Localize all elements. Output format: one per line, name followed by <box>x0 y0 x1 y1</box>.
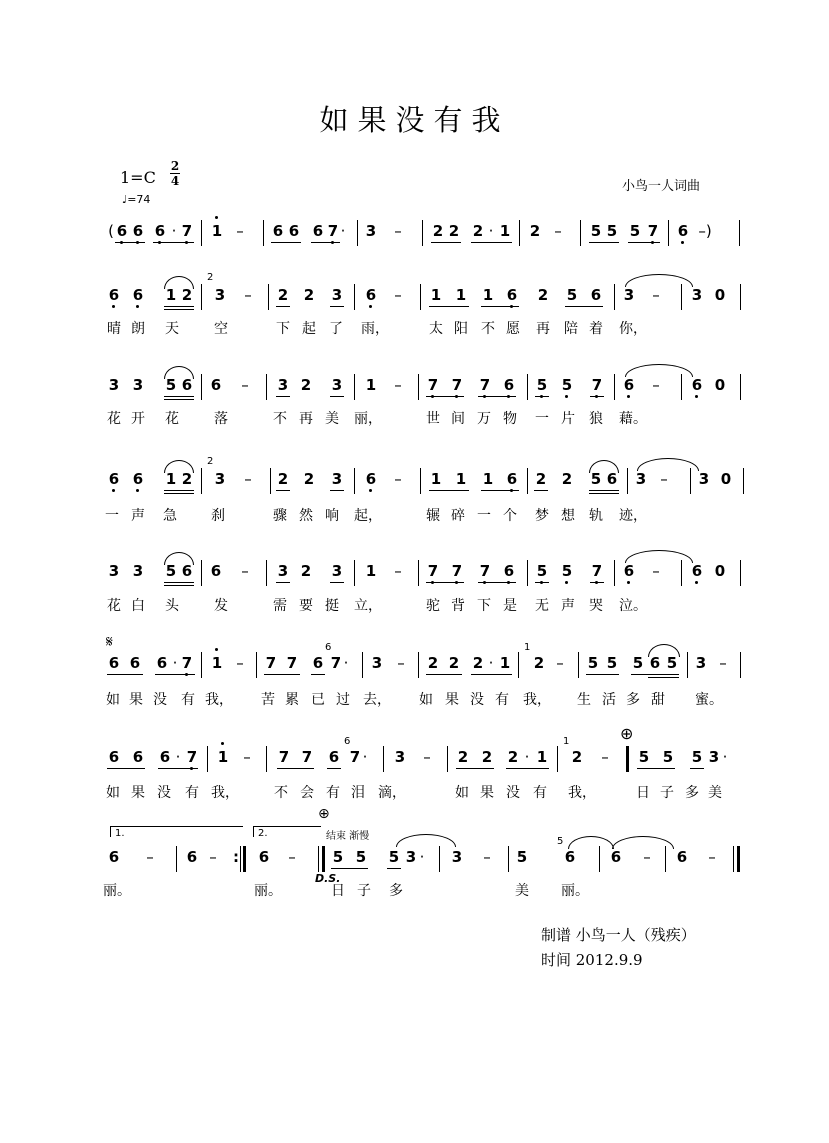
note: 6 <box>503 562 515 580</box>
lyric-char: 轨 <box>589 508 603 524</box>
lyric-char: 声 <box>131 508 145 524</box>
note: 3 <box>331 286 343 304</box>
staff-line-6: 6 6 6 · 7 1 – 7 7 6 6 7 · 3 – 2 2 2 · 1 1 2 – 5 5 5 3 · <box>0 748 829 788</box>
note: 6 <box>210 562 222 580</box>
note: 3 <box>635 470 647 488</box>
note: 6 <box>590 286 602 304</box>
note: 7 <box>327 222 339 240</box>
note: 1 <box>165 470 177 488</box>
lyric-char: 花 <box>107 598 121 614</box>
note: 3 <box>695 654 707 672</box>
date-credit: 时间 2012.9.9 <box>541 951 643 969</box>
note: 3 <box>108 376 120 394</box>
lyric-char: 多 <box>626 692 640 708</box>
lyric-char: 多 <box>685 785 699 801</box>
note: 3 <box>394 748 406 766</box>
lyric-char: 刹 <box>211 508 225 524</box>
note: 2 <box>300 562 312 580</box>
note: 6 <box>156 654 168 672</box>
lyric-char: 过 <box>336 692 350 708</box>
note: 2 <box>448 654 460 672</box>
note: 1 <box>217 748 229 766</box>
lyric-char: 子 <box>660 785 674 801</box>
note: 7 <box>427 562 439 580</box>
note: 1 <box>499 654 511 672</box>
staff-line-intro: ( 6 6 6 · 7 1 – 6 6 6 7 · 3 – 2 2 2 · 1 2 – 5 5 5 7 6 –) <box>0 222 829 262</box>
lyrics-line-6 <box>0 782 829 804</box>
ds-mark: D.S. <box>315 872 341 885</box>
lyric-char: 是 <box>503 598 517 614</box>
lyric-char: 一 <box>535 411 549 427</box>
time-signature <box>170 160 180 187</box>
note: 1 <box>499 222 511 240</box>
staff-line-2: 3 3 5 6 6 – 3 2 3 1 – 7 7 7 6 5 5 7 6 – 6 0 <box>0 376 829 416</box>
lyric-char: 狼 <box>589 411 603 427</box>
note: 1 <box>536 748 548 766</box>
staff-line-4: 3 3 5 6 6 – 3 2 3 1 – 7 7 7 6 5 5 7 6 – 6 0 <box>0 562 829 602</box>
lyric-char: 累 <box>285 692 299 708</box>
lyric-char: 活 <box>602 692 616 708</box>
note: 3 <box>132 376 144 394</box>
lyric-char: 陪 <box>564 321 578 337</box>
lyric-char: 空 <box>214 321 228 337</box>
note: 2 <box>181 470 193 488</box>
note: 3 <box>708 748 720 766</box>
note: 3 <box>108 562 120 580</box>
staff-line-3: 6 6 1 2 2 3 – 2 2 3 6 – 1 1 1 6 2 2 5 6 3 – 3 0 <box>0 470 829 510</box>
lyric-char: 如 <box>106 692 120 708</box>
note: 5 <box>332 848 344 866</box>
lyric-char: 不 <box>481 321 495 337</box>
meter-bottom: 4 <box>170 174 180 188</box>
lyric-char: 日 <box>636 785 650 801</box>
lyrics-line-1 <box>0 318 829 340</box>
note: 5 <box>165 562 177 580</box>
note: 1 <box>455 470 467 488</box>
note: 5 <box>638 748 650 766</box>
lyric-char: 物 <box>503 411 517 427</box>
lyric-char: 丽。 <box>561 883 589 899</box>
arranger-credit: 制谱 小鸟一人（残疾） <box>541 926 696 944</box>
lyric-char: 不 <box>273 411 287 427</box>
lyric-char: 着 <box>589 321 603 337</box>
note: 2 <box>303 470 315 488</box>
note: 6 <box>258 848 270 866</box>
lyric-char: 丽。 <box>254 883 282 899</box>
note: 6 <box>108 654 120 672</box>
lyric-char: 有 <box>533 785 547 801</box>
lyric-char: 果 <box>131 785 145 801</box>
note: 5 <box>691 748 703 766</box>
lyric-char: 起 <box>302 321 316 337</box>
note: 5 <box>666 654 678 672</box>
lyric-char: 头 <box>165 598 179 614</box>
note: 7 <box>647 222 659 240</box>
lyric-char: 有 <box>495 692 509 708</box>
note: 6 <box>181 562 193 580</box>
note: 2 <box>432 222 444 240</box>
note: 6 <box>677 222 689 240</box>
note: 5 <box>566 286 578 304</box>
volta-1: 1. <box>110 826 243 837</box>
note: 6 <box>132 222 144 240</box>
note: 6 <box>564 848 576 866</box>
lyric-char: 迹， <box>619 508 647 524</box>
lyric-char: 果 <box>445 692 459 708</box>
lyric-char: 我， <box>205 692 233 708</box>
lyrics-line-5 <box>0 689 829 711</box>
lyric-char: 丽， <box>354 411 382 427</box>
note: 5 <box>561 562 573 580</box>
key-signature: 1=C <box>120 168 156 187</box>
lyric-char: 个 <box>503 508 517 524</box>
note: 7 <box>301 748 313 766</box>
lyric-char: 太 <box>429 321 443 337</box>
lyric-char: 我， <box>568 785 596 801</box>
note: 2 <box>481 748 493 766</box>
note: 5 <box>388 848 400 866</box>
note: 5 <box>590 222 602 240</box>
segno-sign: 𝄋 <box>106 632 113 651</box>
lyric-char: 想 <box>561 508 575 524</box>
note: 6 <box>328 748 340 766</box>
note: 7 <box>265 654 277 672</box>
note: 3 <box>277 562 289 580</box>
note: 6 <box>365 286 377 304</box>
note: 7 <box>591 376 603 394</box>
song-title: 如果没有我 <box>319 103 510 137</box>
lyric-char: 已 <box>311 692 325 708</box>
lyrics-line-3 <box>0 505 829 527</box>
lyric-char: 丽。 <box>103 883 131 899</box>
lyric-char: 不 <box>274 785 288 801</box>
note: 3 <box>451 848 463 866</box>
note: 1 <box>455 286 467 304</box>
lyric-char: 需 <box>273 598 287 614</box>
note: 3 <box>132 562 144 580</box>
note: 6 <box>610 848 622 866</box>
note: 6 <box>108 470 120 488</box>
staff-line-1: 6 6 1 2 2 3 – 2 2 3 6 – 1 1 1 6 2 5 6 3 – 3 0 <box>0 286 829 326</box>
note: 5 <box>590 470 602 488</box>
lyric-char: 没 <box>470 692 484 708</box>
note: 2 <box>277 470 289 488</box>
note: 3 <box>331 376 343 394</box>
lyric-char: 日 <box>331 883 345 899</box>
lyric-char: 间 <box>451 411 465 427</box>
lyric-char: 落 <box>214 411 228 427</box>
lyrics-line-4 <box>0 595 829 617</box>
lyric-char: 子 <box>357 883 371 899</box>
lyric-char: 碎 <box>451 508 465 524</box>
note: 3 <box>277 376 289 394</box>
note: 7 <box>186 748 198 766</box>
note: 7 <box>479 376 491 394</box>
note: 2 <box>277 286 289 304</box>
lyric-char: 你， <box>619 321 647 337</box>
lyric-char: 挺 <box>325 598 339 614</box>
note: 1 <box>211 222 223 240</box>
lyric-char: 声 <box>561 598 575 614</box>
note: 7 <box>181 654 193 672</box>
note: 5 <box>536 376 548 394</box>
note: 3 <box>331 470 343 488</box>
note: 5 <box>165 376 177 394</box>
note: 2 <box>537 286 549 304</box>
lyric-char: 响 <box>325 508 339 524</box>
note: 2 <box>457 748 469 766</box>
note: 2 <box>561 470 573 488</box>
lyric-char: 发 <box>214 598 228 614</box>
lyric-char: 如 <box>455 785 469 801</box>
note: 0 <box>720 470 732 488</box>
note: 3 <box>405 848 417 866</box>
note: 6 <box>132 286 144 304</box>
note: 6 <box>132 470 144 488</box>
note: 7 <box>451 562 463 580</box>
note: 3 <box>214 286 226 304</box>
note: 2 <box>300 376 312 394</box>
note: 1 <box>165 286 177 304</box>
note: 3 <box>623 286 635 304</box>
note: 6 <box>129 654 141 672</box>
note: 6 <box>186 848 198 866</box>
lyric-char: 立， <box>354 598 382 614</box>
lyric-char: 美 <box>515 883 529 899</box>
note: 3 <box>214 470 226 488</box>
coda-sign: ⊕ <box>620 724 634 743</box>
note: 7 <box>349 748 361 766</box>
note: 2 <box>303 286 315 304</box>
note: 6 <box>288 222 300 240</box>
note: 6 <box>154 222 166 240</box>
note: 6 <box>272 222 284 240</box>
note: 2 <box>181 286 193 304</box>
note: 6 <box>691 562 703 580</box>
lyric-char: 果 <box>129 692 143 708</box>
note: 5 <box>662 748 674 766</box>
note: 0 <box>714 562 726 580</box>
lyric-char: 再 <box>536 321 550 337</box>
lyric-char: 一 <box>477 508 491 524</box>
note: 5 <box>561 376 573 394</box>
lyric-char: 白 <box>131 598 145 614</box>
note: 1 <box>211 654 223 672</box>
lyric-char: 果 <box>480 785 494 801</box>
note: 6 <box>132 748 144 766</box>
note: 0 <box>714 286 726 304</box>
lyric-char: 背 <box>451 598 465 614</box>
lyric-char: 美 <box>325 411 339 427</box>
lyric-char: 然 <box>299 508 313 524</box>
lyric-char: 如 <box>419 692 433 708</box>
lyric-char: 滴， <box>378 785 406 801</box>
note: 1 <box>482 470 494 488</box>
lyrics-line-2 <box>0 408 829 430</box>
note: 3 <box>365 222 377 240</box>
lyric-char: 梦 <box>535 508 549 524</box>
lyric-char: 驼 <box>426 598 440 614</box>
lyric-char: 有 <box>181 692 195 708</box>
note: 1 <box>365 376 377 394</box>
lyric-char: 朗 <box>131 321 145 337</box>
lyric-char: 蜜。 <box>695 692 723 708</box>
note: 2 <box>472 654 484 672</box>
note: 7 <box>181 222 193 240</box>
note: 5 <box>516 848 528 866</box>
note: 2 <box>448 222 460 240</box>
note: 6 <box>365 470 377 488</box>
lyric-char: 甜 <box>651 692 665 708</box>
note: 1 <box>430 470 442 488</box>
lyric-char: 有 <box>326 785 340 801</box>
note: 6 <box>606 470 618 488</box>
lyric-char: 天 <box>165 321 179 337</box>
staff-line-5: 6 6 6 · 7 1 – 7 7 6 6 7 · 3 – 2 2 2 · 1 1 2 – 5 5 5 6 5 3 – <box>0 654 829 694</box>
composer-credit: 小鸟一人词曲 <box>622 179 701 194</box>
note: 6 <box>312 654 324 672</box>
lyric-char: 晴 <box>107 321 121 337</box>
note: 6 <box>312 222 324 240</box>
lyric-char: 有 <box>185 785 199 801</box>
note: 0 <box>714 376 726 394</box>
note: 2 <box>472 222 484 240</box>
note: 5 <box>632 654 644 672</box>
note: 6 <box>181 376 193 394</box>
lyric-char: 去， <box>363 692 391 708</box>
note: 2 <box>427 654 439 672</box>
coda-sign-2: ⊕ <box>318 806 330 822</box>
note: 6 <box>116 222 128 240</box>
note: 6 <box>159 748 171 766</box>
note: 1 <box>430 286 442 304</box>
note: 7 <box>591 562 603 580</box>
tempo-mark: ♩=74 <box>122 193 151 206</box>
note: 6 <box>108 286 120 304</box>
lyric-char: 无 <box>535 598 549 614</box>
lyric-char: 片 <box>561 411 575 427</box>
note: 6 <box>108 748 120 766</box>
lyric-char: 万 <box>477 411 491 427</box>
note: 5 <box>536 562 548 580</box>
note: 3 <box>691 286 703 304</box>
lyric-char: 阳 <box>454 321 468 337</box>
note: 6 <box>649 654 661 672</box>
note: 6 <box>210 376 222 394</box>
note: 3 <box>371 654 383 672</box>
lyric-char: 没 <box>153 692 167 708</box>
lyric-char: 起， <box>354 508 382 524</box>
lyric-char: 骤 <box>273 508 287 524</box>
note: 7 <box>330 654 342 672</box>
note: 2 <box>529 222 541 240</box>
lyric-char: 急 <box>163 508 177 524</box>
lyric-char: 开 <box>131 411 145 427</box>
lyric-char: 愿 <box>506 321 520 337</box>
note: 2 <box>507 748 519 766</box>
note: 6 <box>676 848 688 866</box>
note: 6 <box>623 376 635 394</box>
note: 2 <box>533 654 545 672</box>
lyric-char: 再 <box>299 411 313 427</box>
lyric-char: 会 <box>300 785 314 801</box>
lyric-char: 花 <box>107 411 121 427</box>
note: 6 <box>623 562 635 580</box>
lyric-char: 要 <box>299 598 313 614</box>
note: 7 <box>451 376 463 394</box>
note: 5 <box>606 222 618 240</box>
note: 6 <box>503 376 515 394</box>
note: 2 <box>571 748 583 766</box>
lyric-char: 一 <box>105 508 119 524</box>
note: 7 <box>286 654 298 672</box>
lyric-char: 没 <box>157 785 171 801</box>
lyric-char: 藉。 <box>619 411 647 427</box>
lyric-char: 我， <box>523 692 551 708</box>
note: 1 <box>365 562 377 580</box>
note: 3 <box>331 562 343 580</box>
lyric-char: 美 <box>708 785 722 801</box>
ending-instruction: 结束 渐慢 <box>326 831 370 842</box>
note: 5 <box>629 222 641 240</box>
note: 6 <box>691 376 703 394</box>
lyric-char: 雨， <box>361 321 389 337</box>
lyric-char: 泪 <box>351 785 365 801</box>
lyric-char: 泣。 <box>619 598 647 614</box>
lyric-char: 如 <box>106 785 120 801</box>
note: 7 <box>427 376 439 394</box>
volta-2: 2. <box>253 826 321 837</box>
lyric-char: 下 <box>477 598 491 614</box>
lyric-char: 没 <box>506 785 520 801</box>
note: 1 <box>482 286 494 304</box>
lyric-char: 多 <box>389 883 403 899</box>
note: 5 <box>355 848 367 866</box>
lyric-char: 花 <box>165 411 179 427</box>
note: 5 <box>587 654 599 672</box>
lyric-char: 辗 <box>426 508 440 524</box>
lyric-char: 哭 <box>589 598 603 614</box>
note: 6 <box>108 848 120 866</box>
note: 6 <box>506 286 518 304</box>
note: 6 <box>506 470 518 488</box>
note: 7 <box>278 748 290 766</box>
note: 3 <box>698 470 710 488</box>
note: 5 <box>606 654 618 672</box>
note: 7 <box>479 562 491 580</box>
meter-top: 2 <box>170 159 180 173</box>
lyric-char: 生 <box>577 692 591 708</box>
staff-line-7: 6 – 6 – : 6 – 5 5 5 3 · 3 – 5 5 6 6 – 6 – <box>0 848 829 888</box>
lyrics-line-7 <box>0 880 829 902</box>
lyric-char: 苦 <box>261 692 275 708</box>
note: 2 <box>535 470 547 488</box>
lyric-char: 了 <box>329 321 343 337</box>
lyric-char: 下 <box>276 321 290 337</box>
lyric-char: 我， <box>211 785 239 801</box>
lyric-char: 世 <box>426 411 440 427</box>
